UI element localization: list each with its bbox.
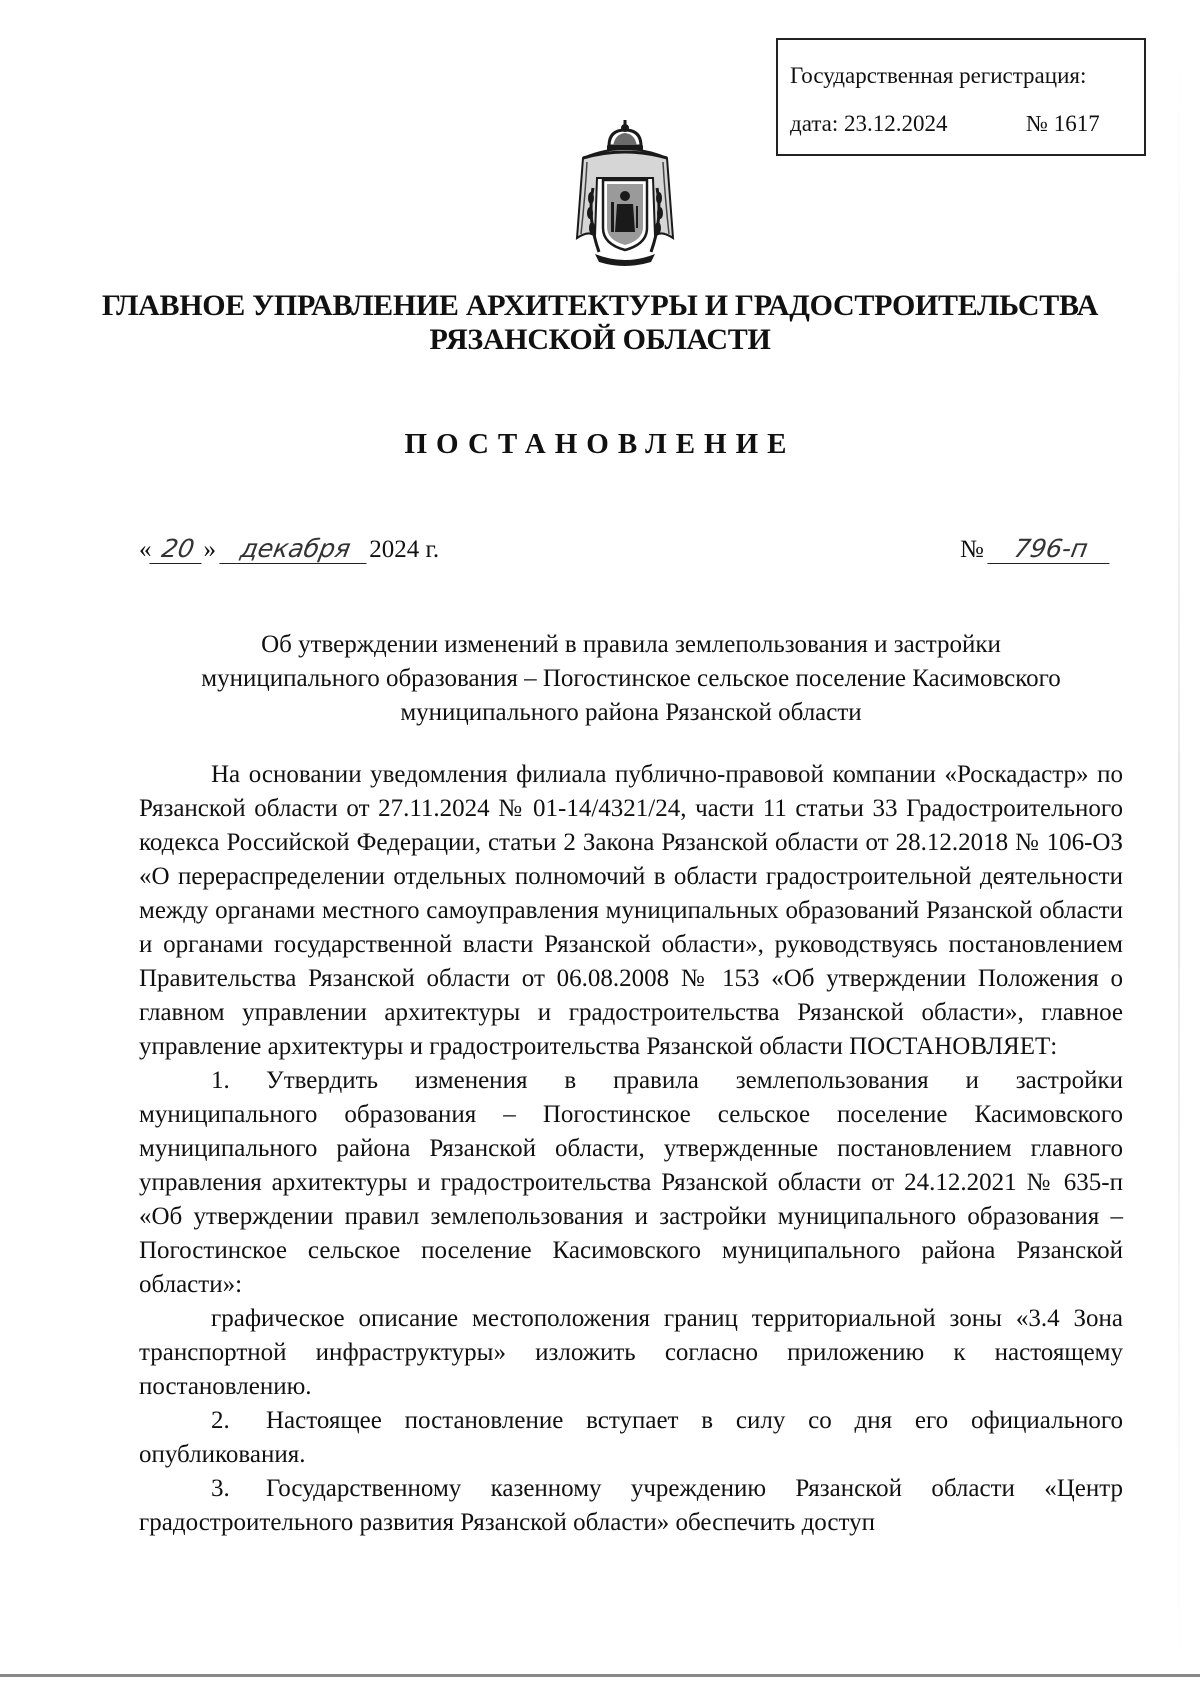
item-text-1: Утвердить изменения в правила землепользования и застройки муниципального образования – Погостинское сельское поселение Касимовского муниципального района Рязанской области, утвержденные постановлением главного управления архитектуры и градостроительства Рязанской области от 24.12.2021 № 635-п «Об утверждении правил землепользования и застройки муниципального образования – Погостинское сельское поселение Касимовского муниципального района Рязанской области»:: [139, 1067, 1123, 1298]
preamble-paragraph: На основании уведомления филиала публично-правовой компании «Роскадастр» по Рязанской области от 27.11.2024 № 01-14/4321/24, части 11 статьи 33 Градостроительного кодекса Российской Федерации, статьи 2 Закона Рязанской области от 28.12.2018 № 106-ОЗ «О перераспределении отдельных полномочий в области градостроительной деятельности между органами местного самоуправления муниципальных образований Рязанской области и органами государственной власти Рязанской области», руководствуясь постановлением Правительства Рязанской области от 06.08.2008 № 153 «Об утверждении Положения о главном управлении архитектуры и градостроительства Рязанской области», главное управление архитектуры и градостроительства Рязанской области ПОСТАНОВЛЯЕТ:: [139, 761, 1123, 1060]
organization-name-line2: РЯЗАНСКОЙ ОБЛАСТИ: [429, 323, 771, 356]
item-number-2: 2.: [211, 1407, 230, 1434]
document-body: [139, 758, 1123, 1540]
date-open-quote: «: [139, 536, 152, 563]
subject-line-2: муниципального образования – Погостинское сельское поселение Касимовского: [201, 665, 1061, 692]
item-number-1: 1.: [211, 1067, 230, 1094]
registration-stamp: [776, 38, 1146, 156]
date-year: 2024 г.: [369, 536, 440, 563]
crown-icon: [607, 120, 643, 151]
item-paragraph-2: [139, 1404, 1123, 1472]
handwritten-number: 796-п: [987, 534, 1114, 564]
item-text-3: Государственному казенному учреждению Рязанской области «Центр градостроительного развития Рязанской области» обеспечить доступ: [139, 1475, 1123, 1536]
organization-name-line1: ГЛАВНОЕ УПРАВЛЕНИЕ АРХИТЕКТУРЫ И ГРАДОСТРОИТЕЛЬСТВА: [101, 289, 1099, 322]
item-text-2: Настоящее постановление вступает в силу со дня его официального опубликования.: [139, 1407, 1123, 1468]
handwritten-month: декабря: [220, 534, 372, 564]
handwritten-day: 20: [149, 534, 206, 564]
subject-line-1: Об утверждении изменений в правила землепользования и застройки: [261, 631, 1001, 658]
registration-number: № 1617: [1026, 111, 1100, 136]
registration-title: Государственная регистрация:: [790, 63, 1087, 88]
registration-date: дата: 23.12.2024: [790, 111, 948, 136]
document-date: [139, 534, 439, 564]
number-prefix: №: [960, 536, 984, 563]
document-subject: [140, 628, 1122, 730]
date-close-quote: »: [203, 536, 216, 563]
item-paragraph-1-sub: [139, 1302, 1123, 1404]
item-text-1-sub: графическое описание местоположения границ территориальной зоны «3.4 Зона транспортной инфраструктуры» изложить согласно приложению к настоящему постановлению.: [139, 1305, 1123, 1400]
item-paragraph-1: [139, 1064, 1123, 1302]
coat-of-arms-icon: [565, 118, 685, 270]
document-number: [960, 534, 1112, 564]
item-number-3: 3.: [211, 1475, 230, 1502]
item-paragraph-3: [139, 1472, 1123, 1540]
scan-bottom-line: [0, 1674, 1200, 1677]
scan-edge-shadow: [1178, 60, 1180, 1660]
document-type-heading: ПОСТАНОВЛЕНИЕ: [404, 428, 796, 460]
subject-line-3: муниципального района Рязанской области: [400, 699, 862, 726]
